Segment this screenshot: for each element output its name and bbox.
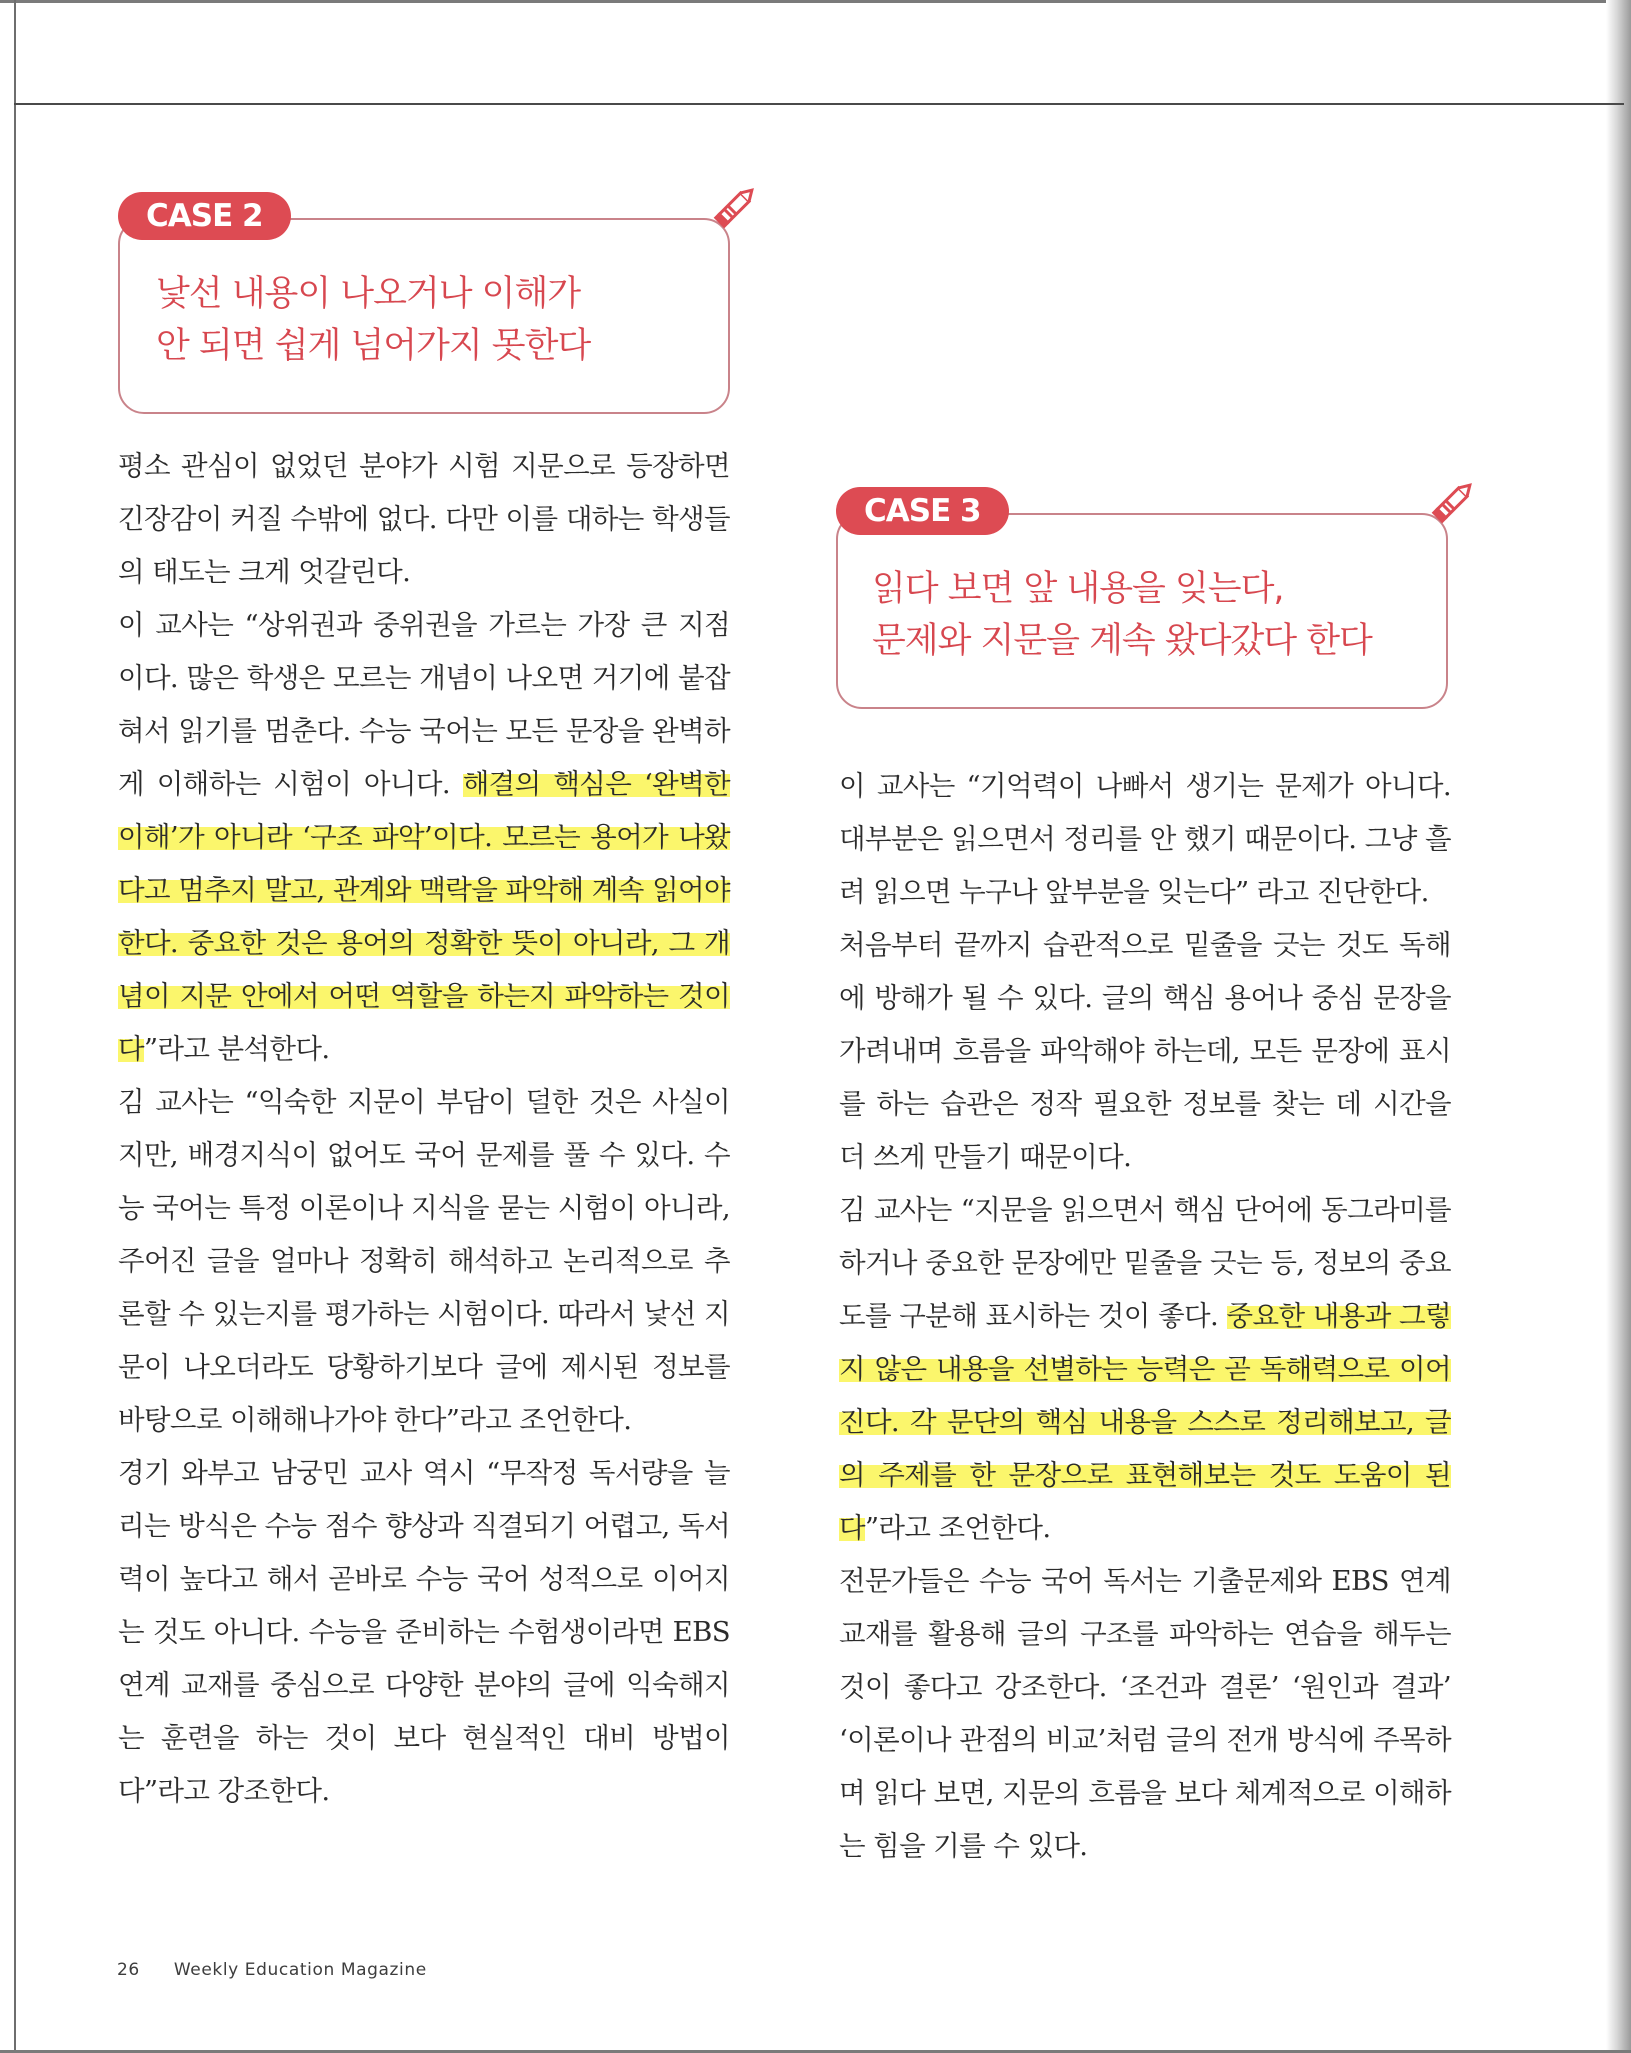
left-paragraph-4: 경기 와부고 남궁민 교사 역시 “무작정 독서량을 늘리는 방식은 수능 점수 향상과 직결되기 어렵고, 독서력이 높다고 해서 곧바로 수능 국어 성적으로 이어지는 것도 아니다. 수능을 준비하는 수험생이라면 EBS 연계 교재를 중심으로 다양한 분야의 글에 익숙해지는 훈련을 하는 것이 보다 현실적인 대비 방법이다”라고 강조한다. <box>118 1457 730 1807</box>
case3-title-line2: 문제와 지문을 계속 왔다갔다 한다 <box>872 621 1372 661</box>
right-column <box>839 760 1451 1873</box>
right-p3-highlight: 중요한 내용과 그렇지 않은 내용을 선별하는 능력은 곧 독해력으로 이어진다. 각 문단의 핵심 내용을 스스로 정리해보고, 글의 주제를 한 문장으로 표현해보는 것도 도움이 된다 <box>839 1300 1451 1544</box>
page-edge-top <box>0 0 1631 3</box>
left-paragraph-3: 김 교사는 “익숙한 지문이 부담이 덜한 것은 사실이지만, 배경지식이 없어도 국어 문제를 풀 수 있다. 수능 국어는 특정 이론이나 지식을 묻는 시험이 아니라, 주어진 글을 얼마나 정확히 해석하고 논리적으로 추론할 수 있는지를 평가하는 시험이다. 따라서 낯선 지문이 나오더라도 당황하기보다 글에 제시된 정보를 바탕으로 이해해나가야 한다”라고 조언한다. <box>118 1086 730 1436</box>
pencil-icon <box>712 180 762 230</box>
right-paragraph-2: 처음부터 끝까지 습관적으로 밑줄을 긋는 것도 독해에 방해가 될 수 있다. 글의 핵심 용어나 중심 문장을 가려내며 흐름을 파악해야 하는데, 모든 문장에 표시를 하는 습관은 정작 필요한 정보를 찾는 데 시간을 더 쓰게 만들기 때문이다. <box>839 929 1451 1173</box>
right-paragraph-3 <box>839 1184 1451 1555</box>
page-edge-right <box>1606 0 1631 2053</box>
case2-tag: CASE 2 <box>118 192 291 240</box>
right-paragraph-1: 이 교사는 “기억력이 나빠서 생기는 문제가 아니다. 대부분은 읽으면서 정리를 안 했기 때문이다. 그냥 흘려 읽으면 누구나 앞부분을 잊는다” 라고 진단한다. <box>839 770 1451 908</box>
left-p2-highlight: 해결의 핵심은 ‘완벽한 이해’가 아니라 ‘구조 파악’이다. 모르는 용어가 나왔다고 멈추지 말고, 관계와 맥락을 파악해 계속 읽어야 한다. 중요한 것은 용어의 정확한 뜻이 아니라, 그 개념이 지문 안에서 어떤 역할을 하는지 파악하는 것이다 <box>118 768 730 1065</box>
case3-tag: CASE 3 <box>836 487 1009 535</box>
case2-callout <box>118 192 730 414</box>
header-rule <box>14 103 1624 105</box>
left-column <box>118 440 730 1818</box>
left-p2-end: ”라고 분석한다. <box>143 1033 330 1065</box>
left-paragraph-2 <box>118 599 730 1076</box>
right-p3-end: ”라고 조언한다. <box>864 1512 1051 1544</box>
right-p3-text: 김 교사는 “지문을 읽으면서 핵심 단어에 동그라미를 하거나 중요한 문장에만 밑줄을 긋는 등, 정보의 중요도를 구분해 표시하는 것이 좋다. <box>839 1194 1451 1332</box>
page-number: 26 <box>117 1960 140 1980</box>
right-paragraph-4: 전문가들은 수능 국어 독서는 기출문제와 EBS 연계 교재를 활용해 글의 구조를 파악하는 연습을 해두는 것이 좋다고 강조한다. ‘조건과 결론’ ‘원인과 결과’ ‘이론이나 관점의 비교’처럼 글의 전개 방식에 주목하며 읽다 보면, 지문의 흐름을 보다 체계적으로 이해하는 힘을 기를 수 있다. <box>839 1565 1451 1862</box>
page-footer <box>117 1960 427 1980</box>
case2-title-line1: 낯선 내용이 나오거나 이해가 <box>156 274 581 314</box>
case3-callout <box>836 487 1448 709</box>
case3-title-line1: 읽다 보면 앞 내용을 잊는다, <box>872 569 1284 609</box>
case2-title-line2: 안 되면 쉽게 넘어가지 못한다 <box>156 326 591 366</box>
left-paragraph-1: 평소 관심이 없었던 분야가 시험 지문으로 등장하면 긴장감이 커질 수밖에 없다. 다만 이를 대하는 학생들의 태도는 크게 엇갈린다. <box>118 450 730 588</box>
publication-name: Weekly Education Magazine <box>173 1960 427 1980</box>
pencil-icon <box>1430 475 1480 525</box>
left-p2-text: 이 교사는 “상위권과 중위권을 가르는 가장 큰 지점이다. 많은 학생은 모르는 개념이 나오면 거기에 붙잡혀서 읽기를 멈춘다. 수능 국어는 모든 문장을 완벽하게 이해하는 시험이 아니다. <box>118 609 730 800</box>
page-edge-left <box>14 0 16 2053</box>
